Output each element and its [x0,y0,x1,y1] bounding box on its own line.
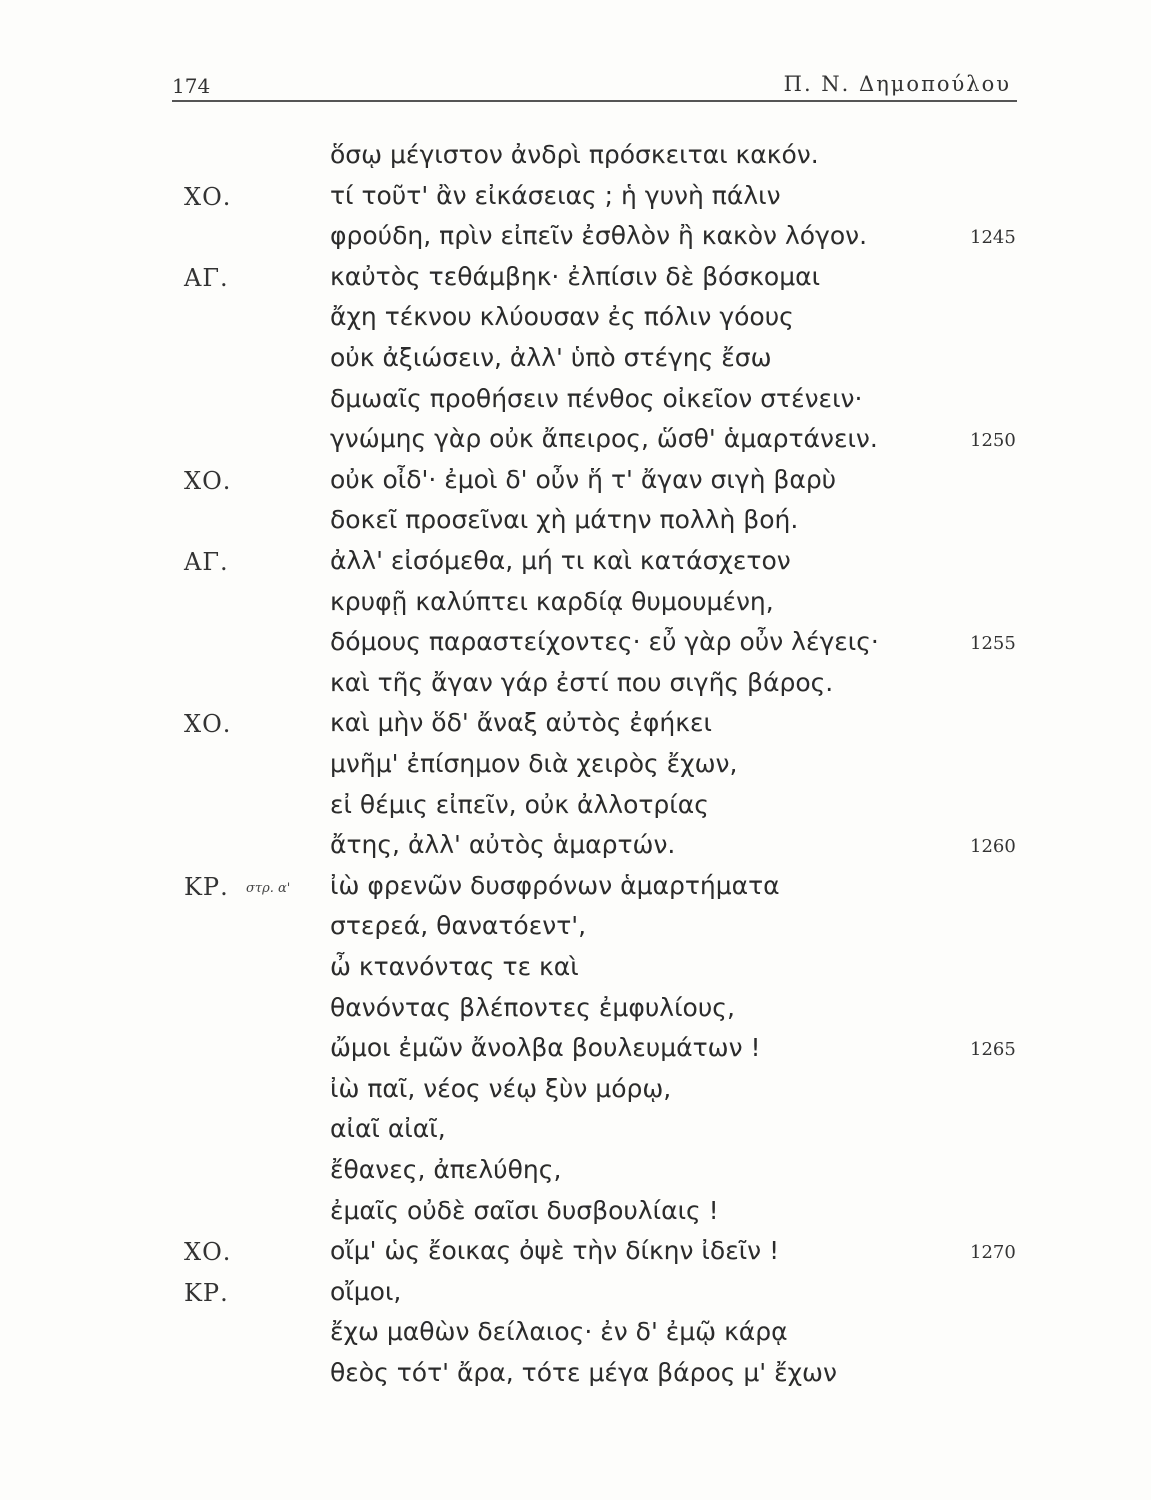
line-number: 1270 [970,1242,1016,1264]
verse-text: δμωαῖς προθήσειν πένθος οἰκεῖον στένειν· [330,383,863,413]
verse-text: εἰ θέμις εἰπεῖν, οὐκ ἀλλοτρίας [330,789,709,819]
verse-line [0,1277,1151,1317]
line-number: 1255 [970,633,1016,655]
verse-line [0,627,1151,667]
verse-text: κρυφῇ καλύπτει καρδίᾳ θυμουμένη, [330,586,774,616]
verse-line [0,993,1151,1033]
verse-line [0,221,1151,261]
verse-line [0,1074,1151,1114]
header-rule [172,100,1017,102]
verse-text: καὶ μὴν ὅδ' ἄναξ αὐτὸς ἐφήκει [330,708,712,738]
line-number: 1250 [970,430,1016,452]
verse-text: στερεά, θανατόεντ', [330,911,587,941]
verse-text: ἄχη τέκνου κλύουσαν ἐς πόλιν γόους [330,302,794,332]
verse-text: ἰὼ φρενῶν δυσφρόνων ἁμαρτήματα [330,870,780,900]
verse-line [0,262,1151,302]
verse-line [0,1358,1151,1398]
verse-line [0,465,1151,505]
verse-text: ἔθανες, ἀπελύθης, [330,1155,562,1184]
line-number: 1265 [970,1039,1016,1061]
verse-text: ὦ κτανόντας τε καὶ [330,952,579,981]
verse-text: ἰὼ παῖ, νέος νέῳ ξὺν μόρῳ, [330,1073,672,1103]
verse-line [0,343,1151,383]
verse-text: φρούδη, πρὶν εἰπεῖν ἐσθλὸν ἢ κακὸν λόγον. [330,221,868,251]
verse-text: γνώμης γὰρ οὐκ ἄπειρος, ὥσθ' ἁμαρτάνειν. [330,424,878,454]
line-number: 1260 [970,836,1016,858]
verse-line [0,1196,1151,1236]
verse-line [0,871,1151,911]
verse-line [0,1317,1151,1357]
verse-text: καὶ τῆς ἄγαν γάρ ἐστί που σιγῆς βάρος. [330,667,834,697]
speaker-label: ΧΟ. [184,710,232,739]
speaker-label: ΧΟ. [184,466,232,495]
verse-text: καὐτὸς τεθάμβηκ· ἐλπίσιν δὲ βόσκομαι [330,261,821,291]
speaker-label: ΧΟ. [184,182,232,211]
verse-text: δόμους παραστείχοντες· εὖ γὰρ οὖν λέγεις· [330,627,879,657]
verse-text: ὅσῳ μέγιστον ἀνδρὶ πρόσκειται κακόν. [330,140,819,169]
verse-line [0,302,1151,342]
speaker-label: ΑΓ. [184,263,229,292]
running-head: Π. Ν. Δημοπούλου [783,72,1011,96]
speaker-label: ΚΡ. [184,1278,229,1307]
verse-line [0,1155,1151,1195]
verse-line [0,790,1151,830]
verse-text: μνῆμ' ἐπίσημον διὰ χειρὸς ἔχων, [330,749,738,778]
page-number: 174 [172,74,211,98]
verse-line [0,546,1151,586]
verse-text: οἴμ' ὡς ἔοικας ὀψὲ τὴν δίκην ἰδεῖν ! [330,1236,780,1266]
verse-text: δοκεῖ προσεῖναι χὴ μάτην πολλὴ βοή. [330,505,799,535]
verse-line [0,384,1151,424]
strophe-marker: στρ. α' [246,880,291,896]
verse-line [0,181,1151,221]
verse-line [0,140,1151,180]
verse-text: τί τοῦτ' ἂν εἰκάσειας ; ἡ γυνὴ πάλιν [330,180,781,210]
verse-line [0,1033,1151,1073]
verse-text: οἴμοι, [330,1276,402,1306]
verse-line [0,424,1151,464]
speaker-label: ΧΟ. [184,1238,232,1267]
line-number: 1245 [970,227,1016,249]
verse-line [0,830,1151,870]
verse-line [0,749,1151,789]
verse-text: θεὸς τότ' ἄρα, τότε μέγα βάρος μ' ἔχων [330,1358,837,1387]
verse-line [0,911,1151,951]
verse-text: οὐκ ἀξιώσειν, ἀλλ' ὑπὸ στέγης ἔσω [330,343,772,372]
verse-text: ὤμοι ἐμῶν ἄνολβα βουλευμάτων ! [330,1033,761,1063]
page-header [0,64,1151,104]
verse-text: οὐκ οἶδ'· ἐμοὶ δ' οὖν ἥ τ' ἄγαν σιγὴ βαρὺ [330,464,837,494]
verse-text: ἄτης, ἀλλ' αὐτὸς ἁμαρτών. [330,830,676,860]
verse-line [0,1236,1151,1276]
verse-text: ἐμαῖς οὐδὲ σαῖσι δυσβουλίαις ! [330,1195,719,1225]
verse-line [0,1114,1151,1154]
verse-text: ἔχω μαθὼν δείλαιος· ἐν δ' ἐμῷ κάρᾳ [330,1317,788,1347]
verse-line [0,587,1151,627]
speaker-label: ΑΓ. [184,548,229,576]
verse-text: αἰαῖ αἰαῖ, [330,1114,446,1144]
verse-line [0,505,1151,545]
speaker-label: ΚΡ. [184,872,229,901]
verse-line [0,668,1151,708]
verse-line [0,952,1151,992]
verse-text: ἀλλ' εἰσόμεθα, μή τι καὶ κατάσχετον [330,546,791,575]
verse-text: θανόντας βλέποντες ἐμφυλίους, [330,992,735,1022]
verse-line [0,708,1151,748]
